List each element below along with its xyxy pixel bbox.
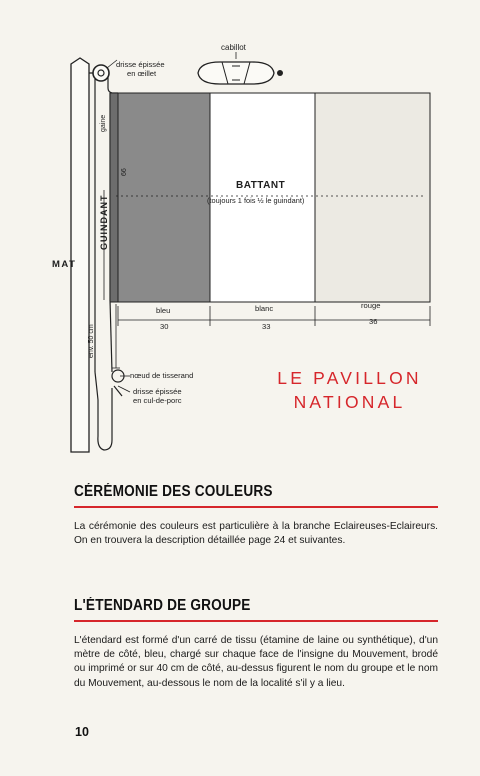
band-width-bleu: 30 xyxy=(160,322,169,331)
label-mat: MAT xyxy=(52,259,77,270)
label-drisse-oeillet: drisse épissée xyxy=(116,60,165,69)
section-etendard xyxy=(74,597,438,691)
label-height-value: 66 xyxy=(121,168,128,176)
band-label-rouge: rouge xyxy=(361,301,381,310)
label-env: env. 50 cm xyxy=(88,324,95,358)
page-title xyxy=(262,366,437,414)
label-gaine: gaine xyxy=(100,114,107,132)
label-battant-note: (toujours 1 fois ½ le guindant) xyxy=(207,196,305,205)
band-label-blanc: blanc xyxy=(255,304,274,313)
section-heading: L'ÉTENDARD DE GROUPE xyxy=(74,597,251,614)
label-cabillot: cabillot xyxy=(221,43,246,52)
page-number: 10 xyxy=(75,725,89,739)
band-bleu xyxy=(118,93,210,302)
label-guindant: GUINDANT xyxy=(99,194,109,250)
label-battant: BATTANT xyxy=(236,180,286,191)
label-drisse-porc-2: en cul-de-porc xyxy=(133,396,182,405)
band-rouge xyxy=(315,93,430,302)
section-body: L'étendard est formé d'un carré de tissu (étamine de laine ou synthétique), d'un mètre de côté, bleu, chargé sur chaque face de l'insigne du Mouvement, brodé ou imprimé or sur 40 cm de côté, au-dessus figurent le nom du groupe et le nom du Mouvement, au-dessous le nom de la localité s'il y a lieu. xyxy=(74,635,438,689)
label-noeud: nœud de tisserand xyxy=(130,371,194,380)
toggle-cabillot-icon xyxy=(198,62,283,84)
page-title-line-1: LE PAVILLON xyxy=(277,368,422,388)
section-rule xyxy=(74,620,438,622)
section-heading: CÉRÉMONIE DES COULEURS xyxy=(74,483,273,500)
pulley-icon xyxy=(89,65,109,81)
mast xyxy=(71,58,89,452)
sleeve-gaine xyxy=(110,93,118,302)
label-drisse-porc: drisse épissée xyxy=(133,387,182,396)
page-title-line-2: NATIONAL xyxy=(293,392,406,412)
section-rule xyxy=(74,506,438,508)
band-width-blanc: 33 xyxy=(262,322,271,331)
band-label-bleu: bleu xyxy=(156,306,171,315)
label-drisse-oeillet-2: en œillet xyxy=(127,69,157,78)
section-ceremonie xyxy=(74,483,438,548)
band-width-rouge: 36 xyxy=(369,317,378,326)
section-body: La cérémonie des couleurs est particulière à la branche Eclaireuses-Eclaireurs. On en trouvera la description détaillée page 24 et suivantes. xyxy=(74,521,438,547)
